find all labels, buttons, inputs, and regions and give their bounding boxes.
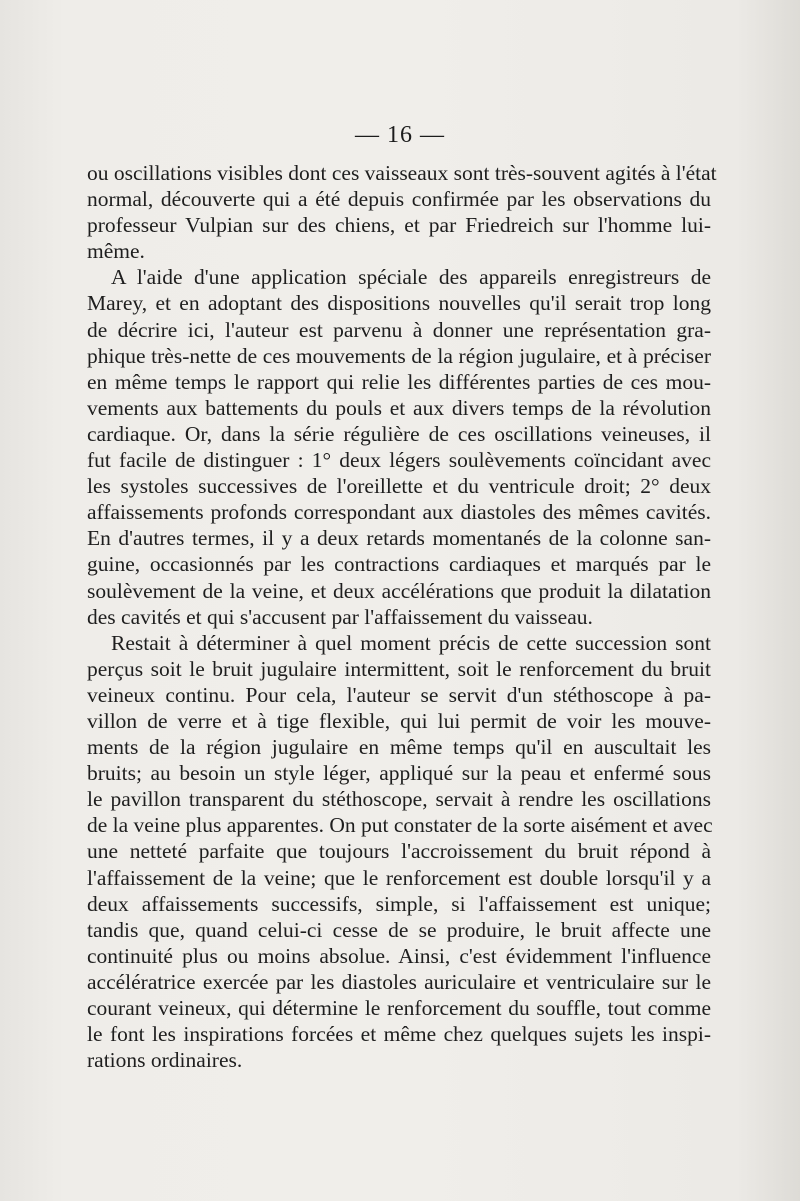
text-line: courant veineux, qui détermine le renforcement du souffle, tout comme xyxy=(87,996,711,1020)
paragraph xyxy=(87,160,717,264)
text-line: une netteté parfaite que toujours l'accroissement du bruit répond à xyxy=(87,839,711,864)
text-line: phique très-nette de ces mouvements de la région jugulaire, et à préciser xyxy=(87,343,711,368)
text-line: A l'aide d'une application spéciale des appareils enregistreurs de xyxy=(111,265,711,290)
text-line: soulèvement de la veine, et deux accélérations que produit la dilatation xyxy=(87,578,711,603)
text-line: le pavillon transparent du stéthoscope, servait à rendre les oscillations xyxy=(87,787,711,812)
text-line: l'affaissement de la veine; que le renforcement est double lorsqu'il y a xyxy=(87,865,711,890)
text-line: guine, occasionnés par les contractions cardiaques et marqués par le xyxy=(87,552,711,577)
page-number: — 16 — xyxy=(355,122,445,148)
text-line: continuité plus ou moins absolue. Ainsi, c'est évidemment l'influence xyxy=(87,943,711,968)
text-line: bruits; au besoin un style léger, appliqué sur la peau et enfermé sous xyxy=(87,761,711,786)
text-line: en même temps le rapport qui relie les différentes parties de ces mou- xyxy=(87,369,711,394)
text-line: de la veine plus apparentes. On put constater de la sorte aisément et avec xyxy=(87,813,713,838)
text-line: même. xyxy=(87,239,145,264)
text-line: ou oscillations visibles dont ces vaisseaux sont très-souvent agités à l'état xyxy=(87,161,717,185)
text-line: le font les inspirations forcées et même chez quelques sujets les inspi- xyxy=(87,1022,711,1047)
text-line: villon de verre et à tige flexible, qui lui permit de voir les mouve- xyxy=(87,708,711,733)
text-line: vements aux battements du pouls et aux divers temps de la révolution xyxy=(87,395,711,420)
text-line: professeur Vulpian sur des chiens, et par Friedreich sur l'homme lui- xyxy=(87,213,711,238)
text-line: deux affaissements successifs, simple, si l'affaissement est unique; xyxy=(87,891,711,916)
text-line: perçus soit le bruit jugulaire intermittent, soit le renforcement du bruit xyxy=(87,656,711,681)
text-line: des cavités et qui s'accusent par l'affaissement du vaisseau. xyxy=(87,604,593,629)
text-line: rations ordinaires. xyxy=(87,1048,243,1073)
text-line: fut facile de distinguer : 1° deux légers soulèvements coïncidant avec xyxy=(87,448,711,473)
text-line: normal, découverte qui a été depuis confirmée par les observations du xyxy=(87,187,711,212)
text-line: veineux continu. Pour cela, l'auteur se servit d'un stéthoscope à pa- xyxy=(87,682,711,707)
text-line: En d'autres termes, il y a deux retards momentanés de la colonne san- xyxy=(87,526,711,551)
paragraph xyxy=(87,630,711,1074)
text-line: cardiaque. Or, dans la série régulière de ces oscillations veineuses, il xyxy=(87,421,711,446)
text-line: Restait à déterminer à quel moment précis de cette succession sont xyxy=(111,630,711,655)
text-line: accélératrice exercée par les diastoles auriculaire et ventriculaire sur le xyxy=(87,969,711,994)
text-line: les systoles successives de l'oreillette et du ventricule droit; 2° deux xyxy=(87,474,711,499)
text-line: Marey, et en adoptant des dispositions nouvelles qu'il serait trop long xyxy=(87,291,711,316)
text-line: ments de la région jugulaire en même temps qu'il en auscultait les xyxy=(87,735,711,760)
text-line: affaissements profonds correspondant aux diastoles des mêmes cavités. xyxy=(87,500,711,525)
text-line: tandis que, quand celui-ci cesse de se produire, le bruit affecte une xyxy=(87,917,711,942)
text-line: de décrire ici, l'auteur est parvenu à donner une représentation gra- xyxy=(87,317,711,342)
paragraph xyxy=(87,264,711,629)
body-text xyxy=(87,160,717,1073)
